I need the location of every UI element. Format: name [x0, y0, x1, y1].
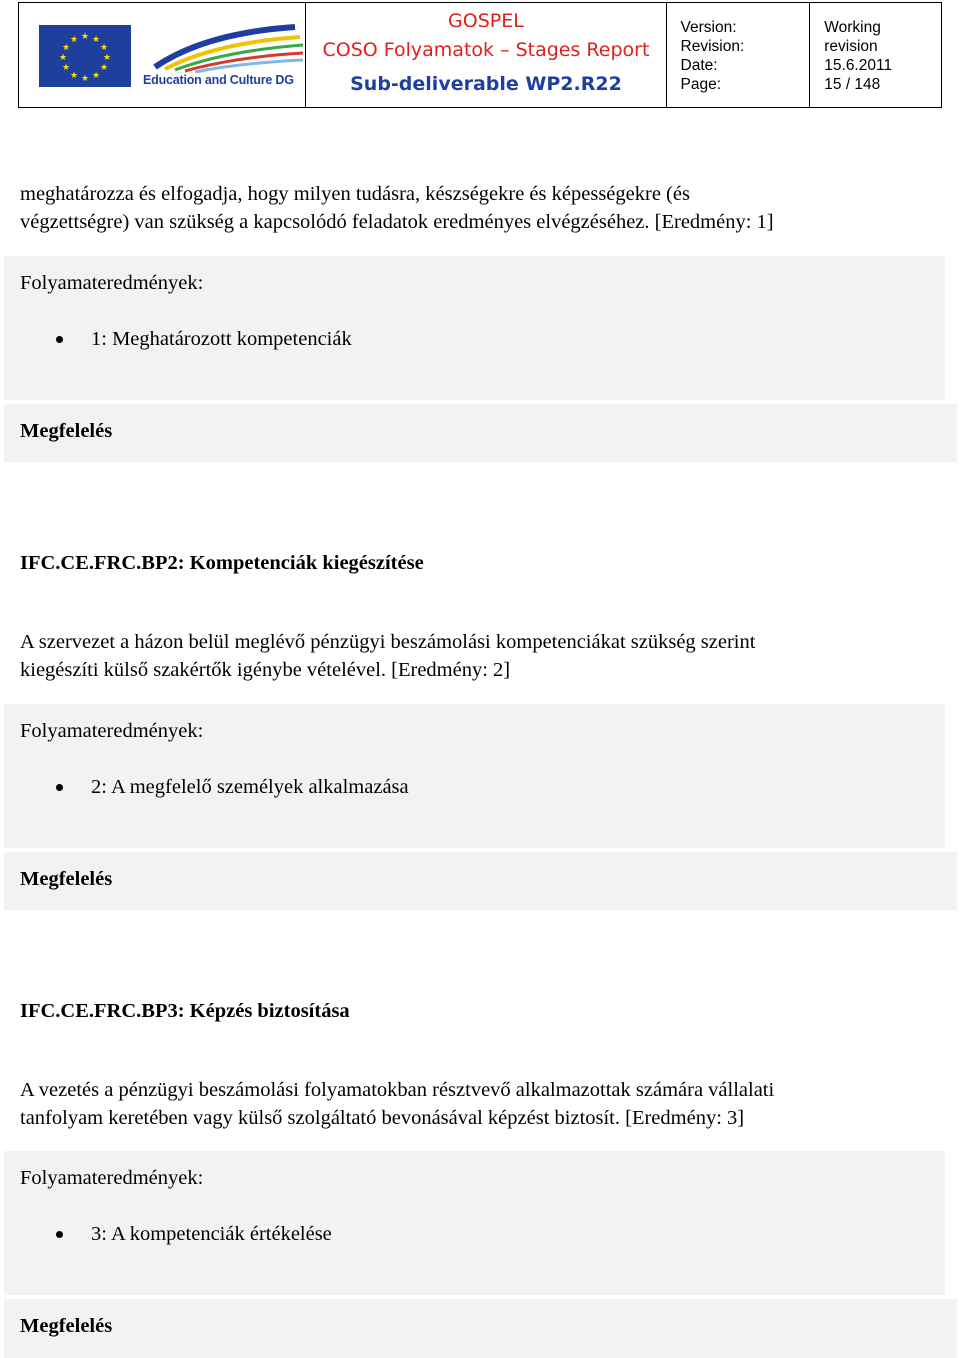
svg-text:★: ★ [80, 74, 90, 84]
document-header [18, 2, 942, 108]
svg-text:★: ★ [58, 53, 68, 63]
revision-label: Revision: [680, 38, 745, 55]
result-item-text: 3: A kompetenciák értékelése [91, 1223, 332, 1245]
logo-text: Education and Culture DG [143, 73, 294, 87]
meta-labels [667, 3, 811, 107]
page-label: Page: [680, 76, 722, 93]
result-item-text: 2: A megfelelő személyek alkalmazása [91, 776, 409, 798]
title-cell [306, 3, 666, 107]
conformity-box [4, 852, 957, 910]
version-value: Working [824, 19, 881, 36]
results-label: Folyamateredmények: [20, 272, 204, 294]
svg-text:★: ★ [99, 63, 109, 73]
report-title: COSO Folyamatok – Stages Report [322, 39, 650, 61]
meta-values [810, 3, 941, 107]
result-item-text: 1: Meghatározott kompetenciák [91, 328, 352, 350]
section-heading: IFC.CE.FRC.BP2: Kompetenciák kiegészítése [20, 552, 424, 574]
project-title: GOSPEL [448, 10, 524, 32]
svg-text:★: ★ [61, 63, 71, 73]
bullet-icon [56, 784, 63, 791]
intro-line: meghatározza és elfogadja, hogy milyen tudásra, készségekre és képességekre (és [20, 183, 690, 205]
results-label: Folyamateredmények: [20, 1167, 204, 1189]
conformity-box [4, 404, 957, 462]
revision-value: revision [824, 38, 878, 55]
paragraph-line: A szervezet a házon belül meglévő pénzügyi beszámolási kompetenciákat szükség szerint [20, 631, 756, 653]
paragraph-line: kiegészíti külső szakértők igénybe vételével. [Eredmény: 2] [20, 659, 511, 681]
result-item [56, 328, 352, 351]
conformity-label: Megfelelés [20, 868, 113, 890]
date-label: Date: [680, 57, 718, 74]
svg-text:★: ★ [80, 32, 90, 42]
results-label: Folyamateredmények: [20, 720, 204, 742]
logo-cell [19, 3, 306, 107]
result-item [56, 776, 409, 799]
culture-swoosh-icon [145, 23, 305, 73]
intro-paragraph [20, 180, 920, 236]
svg-text:★: ★ [69, 71, 79, 81]
eu-flag-icon [39, 25, 131, 87]
svg-text:★: ★ [91, 35, 101, 45]
svg-text:★: ★ [102, 53, 112, 63]
conformity-box [4, 1299, 957, 1358]
section-paragraph [20, 628, 920, 684]
svg-text:★: ★ [61, 43, 71, 53]
conformity-label: Megfelelés [20, 420, 113, 442]
intro-line: végzettségre) van szükség a kapcsolódó feladatok eredményes elvégzéséhez. [Eredmény: 1] [20, 211, 774, 233]
section-heading: IFC.CE.FRC.BP3: Képzés biztosítása [20, 1000, 350, 1022]
page-value: 15 / 148 [824, 76, 881, 93]
date-value: 15.6.2011 [824, 57, 893, 74]
bullet-icon [56, 336, 63, 343]
conformity-label: Megfelelés [20, 1315, 113, 1337]
bullet-icon [56, 1231, 63, 1238]
deliverable-title: Sub-deliverable WP2.R22 [350, 73, 622, 95]
paragraph-line: tanfolyam keretében vagy külső szolgáltató bevonásával képzést biztosít. [Eredmény: 3] [20, 1107, 745, 1129]
result-item [56, 1223, 332, 1246]
version-label: Version: [680, 19, 737, 36]
svg-text:★: ★ [91, 71, 101, 81]
section-paragraph [20, 1076, 920, 1132]
svg-text:★: ★ [69, 35, 79, 45]
paragraph-line: A vezetés a pénzügyi beszámolási folyamatokban résztvevő alkalmazottak számára vállalati [20, 1079, 775, 1101]
svg-text:★: ★ [99, 43, 109, 53]
